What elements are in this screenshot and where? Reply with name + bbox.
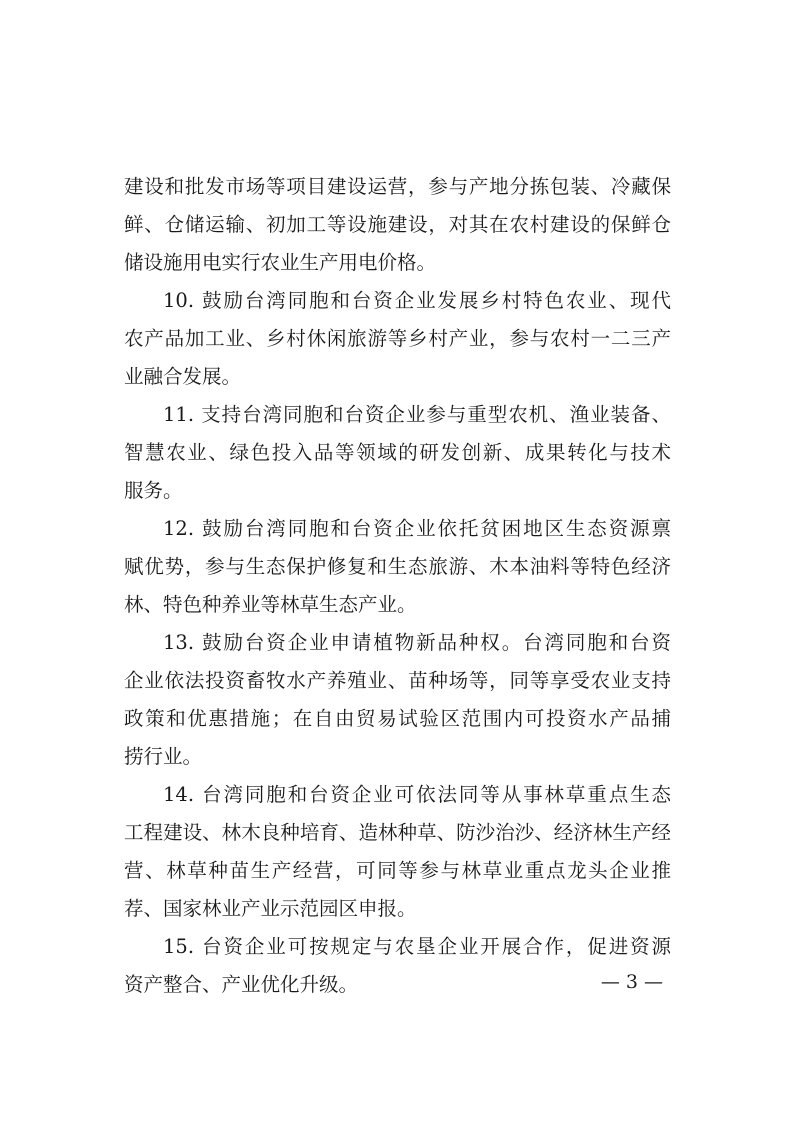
page-number: — 3 — [600,971,663,993]
paragraph-13-line-4: 捞行业。 [124,745,203,768]
paragraph-1-line-2: 鲜、仓储运输、初加工等设施建设，对其在农村建设的保鲜仓 [124,213,671,236]
paragraph-12-line-2: 赋优势，参与生态保护修复和生态旅游、木本油料等特色经济 [124,555,671,578]
paragraph-10-line-2: 农产品加工业、乡村休闲旅游等乡村产业，参与农村一二三产 [124,327,671,350]
paragraph-13-line-2: 企业依法投资畜牧水产养殖业、苗种场等，同等享受农业支持 [124,669,671,692]
paragraph-1-line-1: 建设和批发市场等项目建设运营，参与产地分拣包装、冷藏保 [124,175,671,198]
paragraph-14-line-4: 荐、国家林业产业示范园区申报。 [124,897,417,920]
paragraph-1-line-3: 储设施用电实行农业生产用电价格。 [124,251,437,274]
paragraph-13-line-3: 政策和优惠措施；在自由贸易试验区范围内可投资水产品捕 [124,707,671,730]
paragraph-11-line-2: 智慧农业、绿色投入品等领域的研发创新、成果转化与技术 [124,441,671,464]
paragraph-14-line-1: 14. 台湾同胞和台资企业可依法同等从事林草重点生态 [163,783,671,806]
paragraph-15-line-1: 15. 台资企业可按规定与农垦企业开展合作，促进资源 [163,935,671,958]
paragraph-10-line-3: 业融合发展。 [124,365,242,388]
paragraph-14-line-2: 工程建设、林木良种培育、造林种草、防沙治沙、经济林生产经 [124,821,671,844]
paragraph-13-line-1: 13. 鼓励台资企业申请植物新品种权。台湾同胞和台资 [163,631,671,654]
paragraph-11-line-3: 服务。 [124,479,183,502]
paragraph-12-line-1: 12. 鼓励台湾同胞和台资企业依托贫困地区生态资源禀 [163,517,671,540]
paragraph-10-line-1: 10. 鼓励台湾同胞和台资企业发展乡村特色农业、现代 [163,289,671,312]
paragraph-14-line-3: 营、林草种苗生产经营，可同等参与林草业重点龙头企业推 [124,859,671,882]
paragraph-15-line-2: 资产整合、产业优化升级。 [124,973,359,996]
paragraph-11-line-1: 11. 支持台湾同胞和台资企业参与重型农机、渔业装备、 [163,403,671,426]
paragraph-12-line-3: 林、特色种养业等林草生态产业。 [124,593,417,616]
